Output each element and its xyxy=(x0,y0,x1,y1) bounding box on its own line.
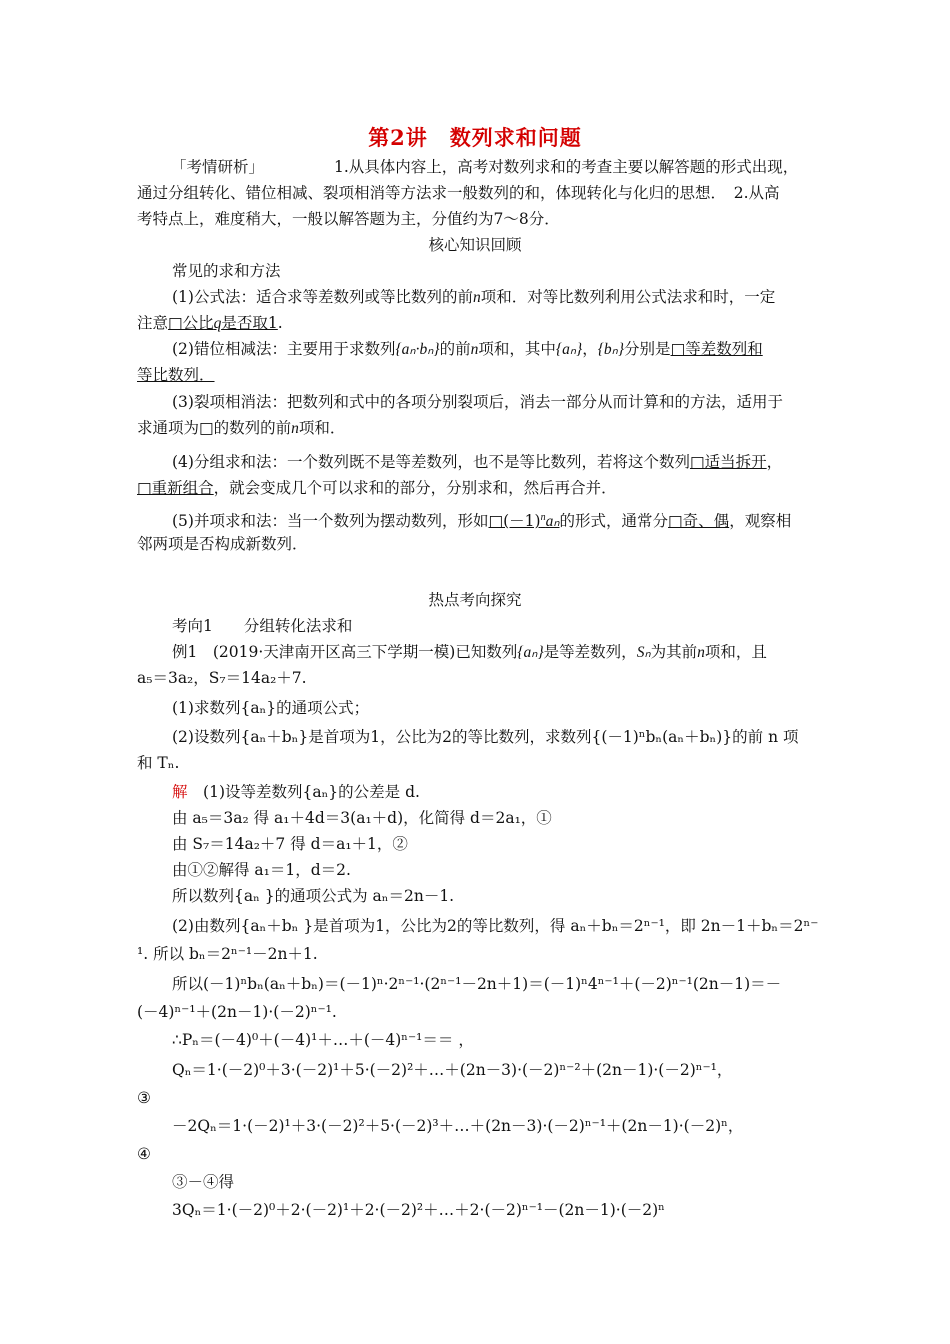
solution-line-11: Qₙ＝1·(－2)⁰＋3·(－2)¹＋5·(－2)²＋…＋(2n－3)·(－2)ⁿ⁻²＋(2n－1)·(－2)ⁿ⁻¹， xyxy=(172,1061,733,1079)
solution-line-15: ③－④得 xyxy=(172,1173,235,1191)
methods-title: 常见的求和方法 xyxy=(172,262,281,280)
example-1-line-2: a₅＝3a₂，S₇＝14a₂＋7. xyxy=(137,669,307,687)
solution-line-14: ④ xyxy=(137,1145,151,1163)
solution-line-9: (－4)ⁿ⁻¹＋(2n－1)·(－2)ⁿ⁻¹. xyxy=(137,1003,337,1021)
method-4-line-2: □重新组合，就会变成几个可以求和的部分，分别求和，然后再合并． xyxy=(137,479,617,497)
solution-line-4: 由①②解得 a₁＝1，d＝2. xyxy=(172,861,351,879)
solution-line-7: ¹. 所以 bₙ＝2ⁿ⁻¹－2n＋1. xyxy=(137,945,318,963)
section-heading-hot: 热点考向探究 xyxy=(428,591,522,609)
solution-line-3: 由 S₇＝14a₂＋7 得 d＝a₁＋1，② xyxy=(172,835,408,853)
solution-line-1: 解 (1)设等差数列{aₙ}的公差是 d. xyxy=(172,783,420,801)
page-title: 第2讲 数列求和问题 xyxy=(368,125,582,150)
method-1-line-1: (1)公式法：适合求等差数列或等比数列的前n项和．对等比数列利用公式法求和时，一定 xyxy=(172,288,776,306)
solution-line-12: ③ xyxy=(137,1089,151,1107)
method-5-line-2: 邻两项是否构成新数列． xyxy=(137,535,308,553)
solution-line-6: (2)由数列{aₙ＋bₙ }是首项为1，公比为2的等比数列，得 aₙ＋bₙ＝2ⁿ⁻¹，即 2n－1＋bₙ＝2ⁿ⁻ xyxy=(172,917,819,935)
solution-label: 解 xyxy=(172,783,188,801)
example-1-line-1: 例1 (2019·天津南开区高三下学期一模)已知数列{aₙ}是等差数列，Sₙ为其前n项和，且 xyxy=(172,643,767,661)
intro-label: 「考情研析」 xyxy=(171,158,265,176)
solution-line-13: －2Qₙ＝1·(－2)¹＋3·(－2)²＋5·(－2)³＋…＋(2n－3)·(－2)ⁿ⁻¹＋(2n－1)·(－2)ⁿ， xyxy=(172,1117,744,1135)
section-heading-core: 核心知识回顾 xyxy=(428,236,522,254)
method-2-line-1: (2)错位相减法：主要用于求数列{aₙ·bₙ}的前n项和，其中{aₙ}，{bₙ}分别是□等差数列和 xyxy=(172,340,763,358)
method-3-line-1: (3)裂项相消法：把数列和式中的各项分别裂项后，消去一部分从而计算和的方法，适用于 xyxy=(172,393,783,411)
question-2-line-1: (2)设数列{aₙ＋bₙ}是首项为1，公比为2的等比数列，求数列{(－1)ⁿbₙ(aₙ＋bₙ)}的前 n 项 xyxy=(172,728,799,746)
method-1-line-2: 注意□公比q是否取1. xyxy=(137,314,283,332)
method-4-line-1: (4)分组求和法：一个数列既不是等差数列，也不是等比数列，若将这个数列□适当拆开， xyxy=(172,453,783,471)
question-2-line-2: 和 Tₙ. xyxy=(137,754,180,772)
intro-line-2: 通过分组转化、错位相减、裂项相消等方法求一般数列的和，体现转化与化归的思想． 2.从高 xyxy=(137,184,780,202)
solution-line-2: 由 a₅＝3a₂ 得 a₁＋4d＝3(a₁＋d)，化简得 d＝2a₁，① xyxy=(172,809,552,827)
method-5-line-1: (5)并项求和法：当一个数列为摆动数列，形如$□(-1)^na_n$的形式，通常分□奇、偶，观察相 xyxy=(172,512,792,531)
solution-line-5: 所以数列{aₙ }的通项公式为 aₙ＝2n－1. xyxy=(172,887,455,905)
topic-1-heading: 考向1 分组转化法求和 xyxy=(172,617,353,635)
intro-line-3: 考特点上，难度稍大，一般以解答题为主，分值约为7～8分． xyxy=(137,210,560,228)
intro-line-1: 「考情研析」 1.从具体内容上，高考对数列求和的考查主要以解答题的形式出现， xyxy=(171,158,799,176)
method-2-line-2: 等比数列． xyxy=(137,366,215,384)
method-3-line-2: 求通项为□的数列的前n项和． xyxy=(137,419,346,437)
question-1: (1)求数列{aₙ}的通项公式； xyxy=(172,699,370,717)
solution-line-10: ∴Pₙ＝(－4)⁰＋(－4)¹＋…＋(－4)ⁿ⁻¹＝＝ ， xyxy=(172,1031,474,1049)
solution-line-8: 所以(－1)ⁿbₙ(aₙ＋bₙ)＝(－1)ⁿ·2ⁿ⁻¹·(2ⁿ⁻¹－2n＋1)＝(－1)ⁿ4ⁿ⁻¹＋(－2)ⁿ⁻¹(2n－1)＝－ xyxy=(172,975,782,993)
solution-line-16: 3Qₙ＝1·(－2)⁰＋2·(－2)¹＋2·(－2)²＋…＋2·(－2)ⁿ⁻¹－(2n－1)·(－2)ⁿ xyxy=(172,1201,665,1219)
